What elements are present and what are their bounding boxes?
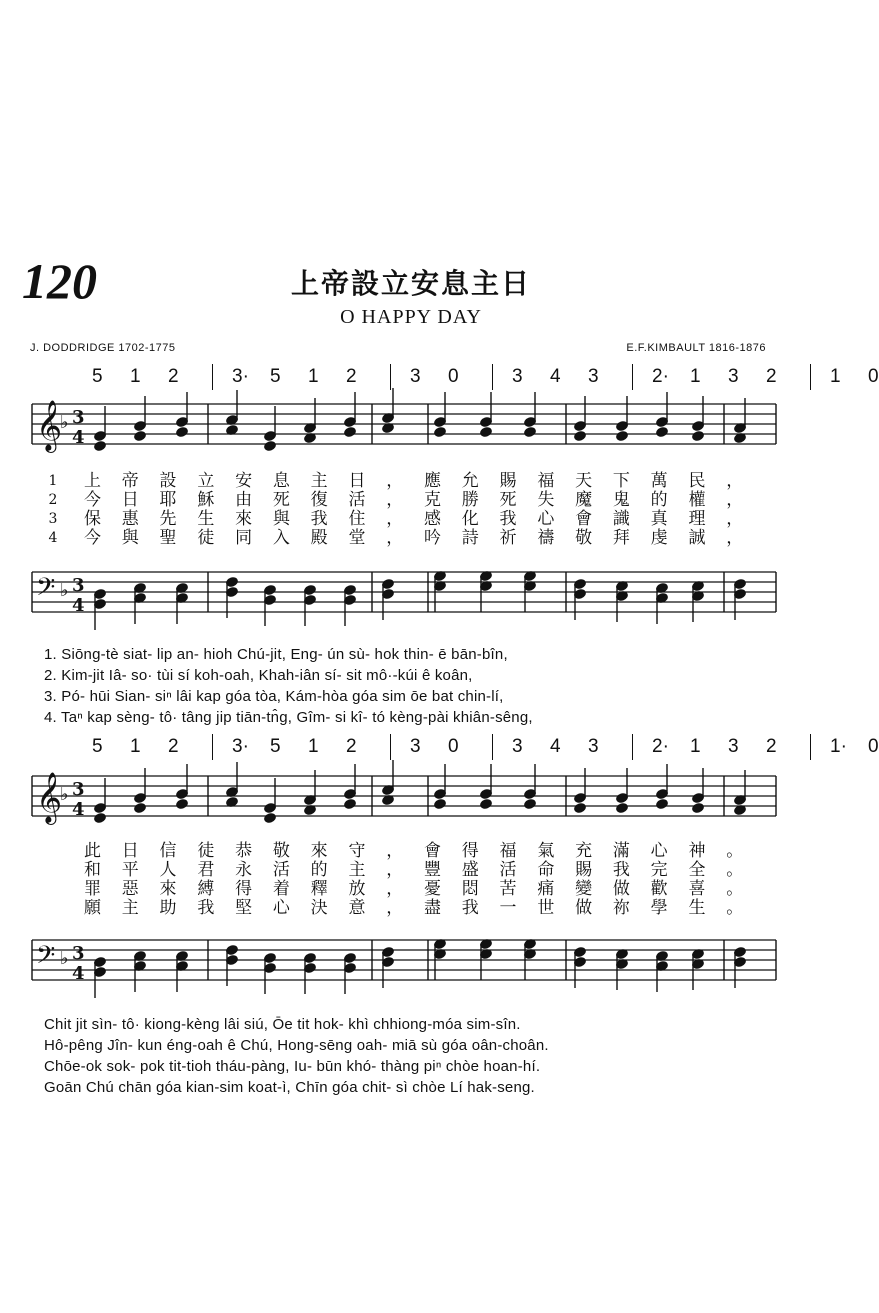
treble-clef: 𝄞 [36, 772, 63, 823]
chinese-lyric-text: 和平人君永活的主，豐盛活命賜我完全。 [84, 860, 764, 880]
jianpu-note: 2 [766, 736, 777, 757]
jianpu-note: 3 [728, 736, 739, 757]
jianpu-note: 3· [232, 736, 249, 757]
hymn-title-chinese: 上帝設立安息主日 [290, 267, 531, 300]
chinese-lyric-verse [44, 510, 784, 529]
note-head [523, 798, 537, 811]
note-head [175, 426, 189, 439]
romanized-lyric-verse: Goān Chú chān góa kian-sim koat-ì, Chīn góa chit- sì chòe Lí hak-seng. [44, 1079, 535, 1096]
jianpu-note: 3· [232, 366, 249, 387]
note-head [655, 798, 669, 811]
chinese-lyrics-2 [44, 842, 784, 918]
jianpu-barline [212, 364, 213, 390]
jianpu-note: 2 [766, 366, 777, 387]
jianpu-barline [492, 364, 493, 390]
jianpu-note: 1 [690, 736, 701, 757]
jianpu-note: 1 [130, 366, 141, 387]
chinese-lyric-verse [44, 472, 784, 491]
note-head [573, 430, 587, 443]
note-head [573, 802, 587, 815]
jianpu-note: 2· [652, 366, 669, 387]
flat-sign: ♭ [60, 784, 69, 805]
jianpu-note: 3 [512, 366, 523, 387]
note-head [691, 430, 705, 443]
jianpu-note: 5 [92, 366, 103, 387]
jianpu-note: 2 [346, 366, 357, 387]
jianpu-note: 2 [168, 736, 179, 757]
time-signature-bottom: 4 [72, 963, 85, 984]
jianpu-note: 5 [270, 736, 281, 757]
time-signature-bottom: 4 [72, 595, 85, 616]
note-head [479, 426, 493, 439]
jianpu-note: 0 [448, 736, 459, 757]
time-signature-top: 3 [72, 779, 85, 800]
jianpu-note: 3 [588, 736, 599, 757]
chinese-lyric-text: 罪惡來縛得着釋放，憂悶苦痛變做歡喜。 [84, 879, 764, 899]
chinese-lyric-verse [44, 491, 784, 510]
bass-clef: 𝄢 [36, 573, 56, 608]
note-head [263, 812, 277, 825]
jianpu-note: 1 [308, 736, 319, 757]
treble-clef: 𝄞 [36, 400, 63, 451]
chinese-lyric-verse [44, 861, 784, 880]
jianpu-barline [810, 364, 811, 390]
lyricist-credit: J. DODDRIDGE 1702-1775 [30, 342, 176, 354]
chinese-lyric-verse [44, 529, 784, 548]
jianpu-note: 1 [830, 366, 841, 387]
verse-number: 3 [48, 511, 58, 527]
verse-number: 2 [48, 492, 58, 508]
chinese-lyric-text: 願主助我堅心決意，盡我一世做祢學生。 [84, 898, 764, 918]
time-signature-bottom: 4 [72, 799, 85, 820]
jianpu-note: 3 [410, 366, 421, 387]
time-signature-top: 3 [72, 943, 85, 964]
chinese-lyric-verse [44, 899, 784, 918]
note-head [615, 430, 629, 443]
chinese-lyric-text: 今與聖徒同入殿堂，吟詩祈禱敬拜虔誠， [84, 528, 764, 548]
jianpu-note: 3 [512, 736, 523, 757]
romanized-lyric-verse: 2. Kim-jit Iâ- so· tùi sí koh-oah, Khah-iân sí- sit mô·-kúi ê koân, [44, 667, 473, 684]
chinese-lyric-text: 此日信徒恭敬來守，會得福氣充滿心神。 [84, 841, 764, 861]
jianpu-note: 1 [130, 736, 141, 757]
jianpu-line-2 [70, 734, 879, 762]
romanized-lyrics-2 [44, 1014, 784, 1098]
flat-sign: ♭ [60, 412, 69, 433]
jianpu-barline [632, 364, 633, 390]
jianpu-note: 0 [868, 736, 879, 757]
chinese-lyric-text: 保惠先生來與我住，感化我心會識真理， [84, 509, 764, 529]
flat-sign: ♭ [60, 580, 69, 601]
chinese-lyric-text: 今日耶穌由死復活，克勝死失魔鬼的權， [84, 490, 764, 510]
note-head [343, 426, 357, 439]
jianpu-note: 1 [308, 366, 319, 387]
note-head [523, 426, 537, 439]
jianpu-note: 3 [410, 736, 421, 757]
note-head [133, 802, 147, 815]
note-head [615, 802, 629, 815]
note-head [433, 798, 447, 811]
jianpu-note: 3 [728, 366, 739, 387]
jianpu-note: 4 [550, 736, 561, 757]
romanized-lyrics-1 [44, 644, 784, 728]
note-head [175, 798, 189, 811]
jianpu-barline [492, 734, 493, 760]
flat-sign: ♭ [60, 948, 69, 969]
jianpu-note: 5 [92, 736, 103, 757]
note-head [93, 440, 107, 453]
note-head [93, 812, 107, 825]
jianpu-note: 1· [830, 736, 847, 757]
note-head [343, 798, 357, 811]
verse-number: 1 [48, 473, 58, 489]
note-head [655, 426, 669, 439]
jianpu-note: 5 [270, 366, 281, 387]
time-signature-bottom: 4 [72, 427, 85, 448]
hymn-title-english: O HAPPY DAY [340, 306, 482, 328]
note-head [433, 426, 447, 439]
jianpu-note: 2 [346, 736, 357, 757]
jianpu-note: 4 [550, 366, 561, 387]
jianpu-note: 0 [448, 366, 459, 387]
chinese-lyric-verse [44, 842, 784, 861]
romanized-lyric-verse: Chōe-ok sok- pok tit-tioh tháu-pàng, Iu- būn khó- thàng piⁿ chòe hoan-hí. [44, 1058, 541, 1075]
note-head [479, 798, 493, 811]
note-head [133, 430, 147, 443]
jianpu-barline [632, 734, 633, 760]
romanized-lyric-verse: 4. Taⁿ kap sèng- tô· tâng jip tiān-tn̂g, Gîm- si kî- tó kèng-pài khiân-sêng, [44, 709, 533, 726]
verse-number: 4 [48, 530, 58, 546]
chinese-lyrics-1 [44, 472, 784, 548]
time-signature-top: 3 [72, 407, 85, 428]
bass-clef: 𝄢 [36, 941, 56, 976]
romanized-lyric-verse: 3. Pó- hūi Sian- siⁿ lâi kap góa tòa, Kám-hòa góa sim ōe bat chin-lí, [44, 688, 504, 705]
chinese-lyric-text: 上帝設立安息主日，應允賜福天下萬民， [84, 471, 764, 491]
jianpu-note: 0 [868, 366, 879, 387]
jianpu-barline [212, 734, 213, 760]
jianpu-barline [810, 734, 811, 760]
hymn-number: 120 [22, 253, 97, 309]
jianpu-barline [390, 734, 391, 760]
jianpu-barline [390, 364, 391, 390]
romanized-lyric-verse: Chit jit sìn- tô· kiong-kèng lâi siú, Ōe tit hok- khì chhiong-móa sim-sîn. [44, 1016, 521, 1033]
jianpu-note: 2 [168, 366, 179, 387]
jianpu-line-1 [70, 364, 879, 392]
composer-credit: E.F.KIMBAULT 1816-1876 [626, 342, 766, 354]
note-head [263, 440, 277, 453]
chinese-lyric-verse [44, 880, 784, 899]
romanized-lyric-verse: 1. Siōng-tè siat- lip an- hioh Chú-jit, Eng- ún sù- hok thin- ē bān-bîn, [44, 646, 508, 663]
jianpu-note: 1 [690, 366, 701, 387]
jianpu-note: 3 [588, 366, 599, 387]
time-signature-top: 3 [72, 575, 85, 596]
note-head [691, 802, 705, 815]
jianpu-note: 2· [652, 736, 669, 757]
romanized-lyric-verse: Hô-pêng Jîn- kun éng-oah ê Chú, Hong-sēng oah- miā sù góa oân-choân. [44, 1037, 549, 1054]
